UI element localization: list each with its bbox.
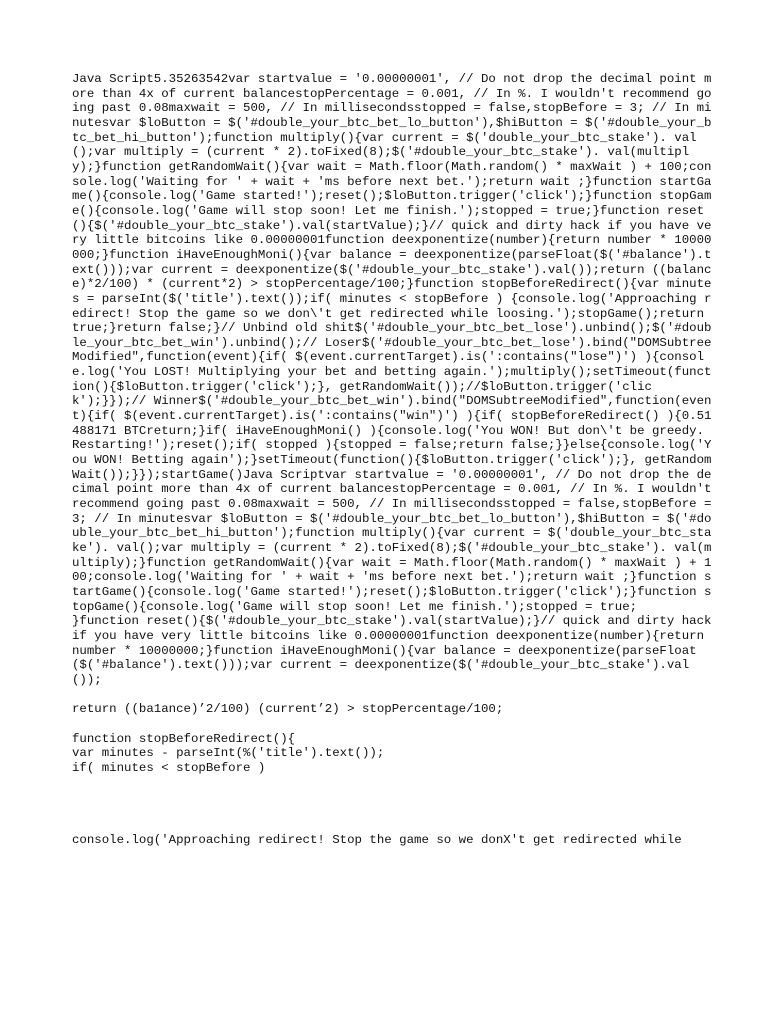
spacer — [72, 775, 712, 833]
code-line: function stopBeforeRedirect(){ — [72, 731, 296, 746]
code-line: if( minutes < stopBefore ) — [72, 760, 266, 775]
spacer — [72, 717, 712, 732]
spacer — [72, 688, 712, 703]
script-text-block: Java Script5.35263542var startvalue = '0.00000001', // Do not drop the decimal point more than 4x of current balancestopPercentage = 0.001, // In %. I wouldn't recommend going past 0.08maxwait = 500, // In millisecondsstopped = false,stopBefore = 3; // In minutesvar $loButton = $('#double_your_btc_bet_lo_button'),$hiButton = $('#double_your_btc_bet_hi_button');function multiply(){var current = $('double_your_btc_stake'). val();var multiply = (current * 2).toFixed(8);$('#double_your_btc_stake'). val(multiply);}function getRandomWait(){var wait = Math.floor(Math.random() * maxWait ) + 100;console.log('Waiting for ' + wait + 'ms before next bet.');return wait ;}function startGame(){console.log('Game started!');reset();$loButton.trigger('click');}function stopGame(){console.log('Game will stop soon! Let me finish.');stopped = true;}function reset(){$('#double_your_btc_stake').val(startValue);}// quick and dirty hack if you have very little bitcoins like 0.00000001function deexponentize(number){return number * 10000000;}function iHaveEnoughMoni(){var balance = deexponentize(parseFloat($('#balance').text()));var current = deexponentize($('#double_your_btc_stake').val());return ((balance)*2/100) * (current*2) > stopPercentage/100;}function stopBeforeRedirect(){var minutes = parseInt($('title').text());if( minutes < stopBefore ) {console.log('Approaching redirect! Stop the game so we don\'t get redirected while loosing.');stopGame();return true;}return false;}// Unbind old shit$('#double_your_btc_bet_lose').unbind();$('#double_your_btc_bet_win').unbind();// Loser$('#double_your_btc_bet_lose').bind("DOMSubtreeModified",function(event){if( $(event.currentTarget).is(':contains("lose")') ){console.log('You LOST! Multiplying your bet and betting again.');multiply();setTimeout(function(){$loButton.trigger('click');}, getRandomWait());//$loButton.trigger('click');}});// Winner$('#double_your_btc_bet_win').bind("DOMSubtreeModified",function(event){if( $(event.currentTarget).is(':contains("win")') ){if( stopBeforeRedirect() ){0.51488171 BTCreturn;}if( iHaveEnoughMoni() ){console.log('You WON! But don\'t be greedy. Restarting!');reset();if( stopped ){stopped = false;return false;}}else{console.log('You WON! Betting again');}setTimeout(function(){$loButton.trigger('click');}, getRandomWait());}});startGame()Java Scriptvar startvalue = '0.00000001', // Do not drop the decimal point more than 4x of current balancestopPercentage = 0.001, // In %. I wouldn't recommend going past 0.08maxwait = 500, // In millisecondsstopped = false,stopBefore = 3; // In minutesvar $loButton = $('#double_your_btc_bet_lo_button'),$hiButton = $('#double_your_btc_bet_hi_button');function multiply(){var current = $('double_your_btc_stake'). val();var multiply = (current * 2).toFixed(8);$('#double_your_btc_stake'). val(multiply);}function getRandomWait(){var wait = Math.floor(Math.random() * maxWait ) + 100;console.log('Waiting for ' + wait + 'ms before next bet.');return wait ;}function startGame(){console.log('Game started!');reset();$loButton.trigger('click');}function stopGame(){console.log('Game will stop soon! Let me finish.');stopped = true; }function reset(){$('#double_your_btc_stake').val(startValue);}// quick and dirty hack if you have very little bitcoins like 0.00000001function deexponentize(number){return number * 10000000;}function iHaveEnoughMoni(){var balance = deexponentize(parseFloat($('#balance').text()));var current = deexponentize($('#double_your_btc_stake').val()); — [72, 72, 712, 687]
return-statement-line: return ((ba1ance)’2/100) (current’2) > stopPercentage/100; — [72, 702, 504, 717]
code-line: var minutes - parseInt(%('title').text()); — [72, 746, 385, 761]
console-log-line: console.log('Approaching redirect! Stop the game so we donX't get redirected while — [72, 833, 682, 848]
document-page — [72, 72, 712, 848]
